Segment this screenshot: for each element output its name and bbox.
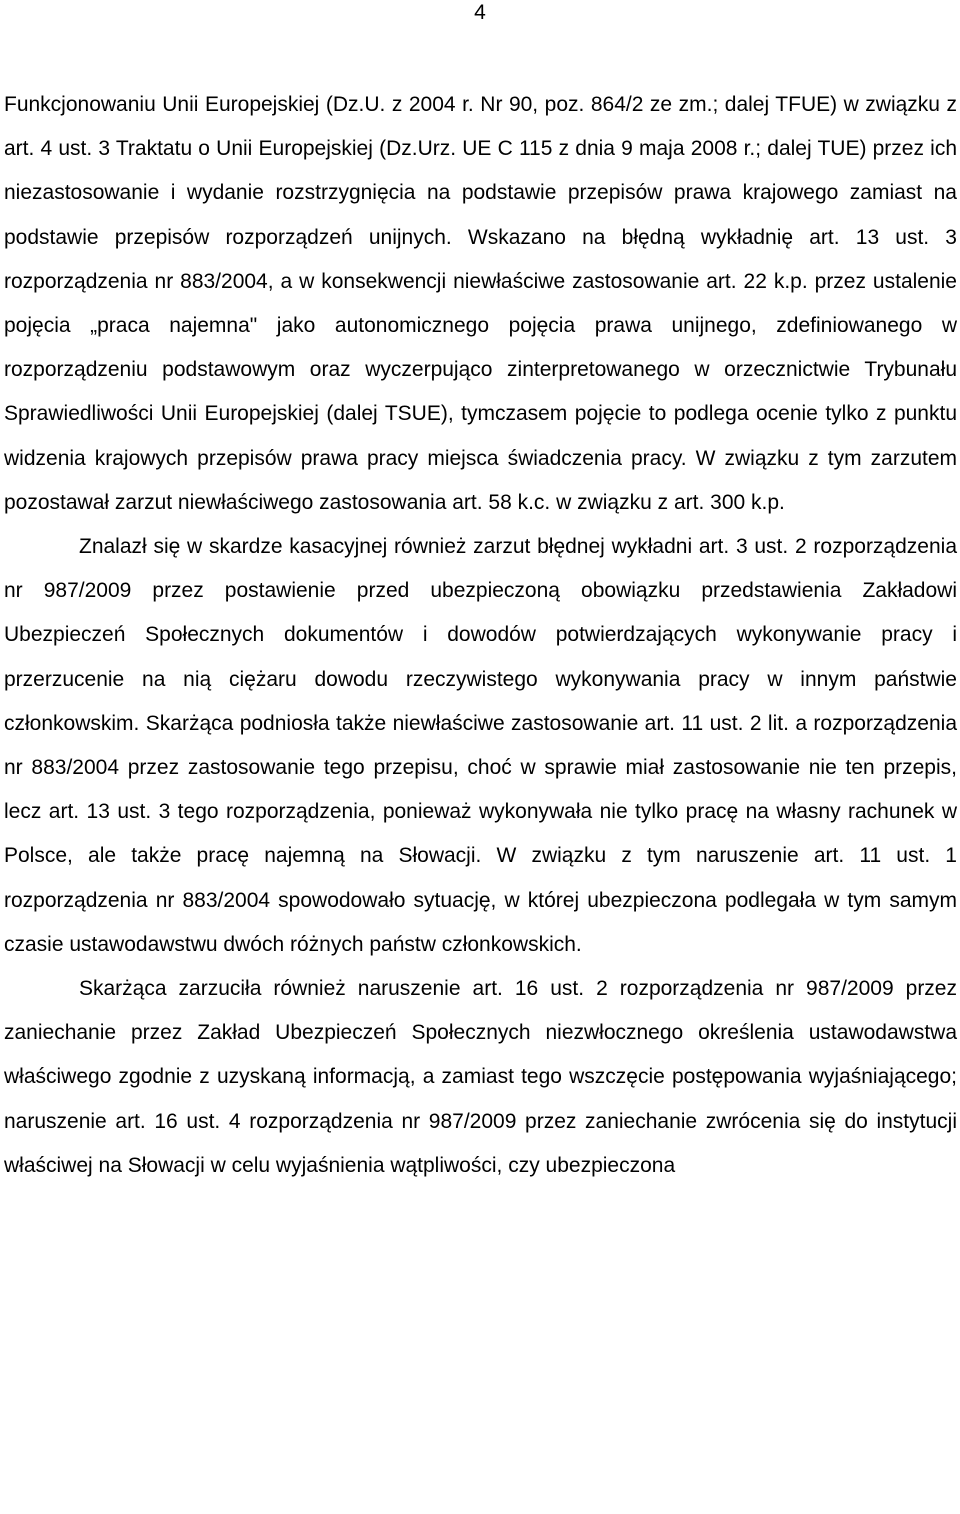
paragraph-further-charges: Skarżąca zarzuciła również naruszenie art. 16 ust. 2 rozporządzenia nr 987/2009 przez zaniechanie przez Zakład Ubezpieczeń Społecznych niezwłocznego określenia ustawodawstwa właściwego zgodnie z uzyskaną informacją, a zamiast tego wszczęcie postępowania wyjaśniającego; naruszenie art. 16 ust. 4 rozporządzenia nr 987/2009 przez zaniechanie zwrócenia się do instytucji właściwej na Słowacji w celu wyjaśnienia wątpliwości, czy ubezpieczona [4,977,957,1177]
paragraph-cassation-complaint: Znalazł się w skardze kasacyjnej również zarzut błędnej wykładni art. 3 ust. 2 rozporządzenia nr 987/2009 przez postawienie przed ubezpieczoną obowiązku przedstawienia Zakładowi Ubezpieczeń Społecznych dokumentów i dowodów potwierdzających wykonywanie pracy i przerzucenie na nią ciężaru dowodu rzeczywistego wykonywania pracy w innym państwie członkowskim. Skarżąca podniosła także niewłaściwe zastosowanie art. 11 ust. 2 lit. a rozporządzenia nr 883/2004 przez zastosowanie tego przepisu, choć w sprawie miał zastosowanie nie ten przepis, lecz art. 13 ust. 3 tego rozporządzenia, ponieważ wykonywała nie tylko pracę na własny rachunek w Polsce, ale także pracę najemną na Słowacji. W związku z tym naruszenie art. 11 ust. 1 rozporządzenia nr 883/2004 spowodowało sytuację, w której ubezpieczona podlegała w tym samym czasie ustawodawstwu dwóch różnych państw członkowskich. [4,535,957,956]
page-number: 4 [474,1,486,24]
document-body [4,83,957,1188]
paragraph-continued: Funkcjonowaniu Unii Europejskiej (Dz.U. z 2004 r. Nr 90, poz. 864/2 ze zm.; dalej TFUE) w związku z art. 4 ust. 3 Traktatu o Unii Europejskiej (Dz.Urz. UE C 115 z dnia 9 maja 2008 r.; dalej TUE) przez ich niezastosowanie i wydanie rozstrzygnięcia na podstawie przepisów prawa krajowego zamiast na podstawie przepisów rozporządzeń unijnych. Wskazano na błędną wykładnię art. 13 ust. 3 rozporządzenia nr 883/2004, a w konsekwencji niewłaściwe zastosowanie art. 22 k.p. przez ustalenie pojęcia „praca najemna" jako autonomicznego pojęcia prawa unijnego, zdefiniowanego w rozporządzeniu podstawowym oraz wyczerpująco zinterpretowanego w orzecznictwie Trybunału Sprawiedliwości Unii Europejskiej (dalej TSUE), tymczasem pojęcie to podlega ocenie tylko z punktu widzenia krajowych przepisów prawa pracy miejsca świadczenia pracy. W związku z tym zarzutem pozostawał zarzut niewłaściwego zastosowania art. 58 k.c. w związku z art. 300 k.p. [4,93,957,514]
